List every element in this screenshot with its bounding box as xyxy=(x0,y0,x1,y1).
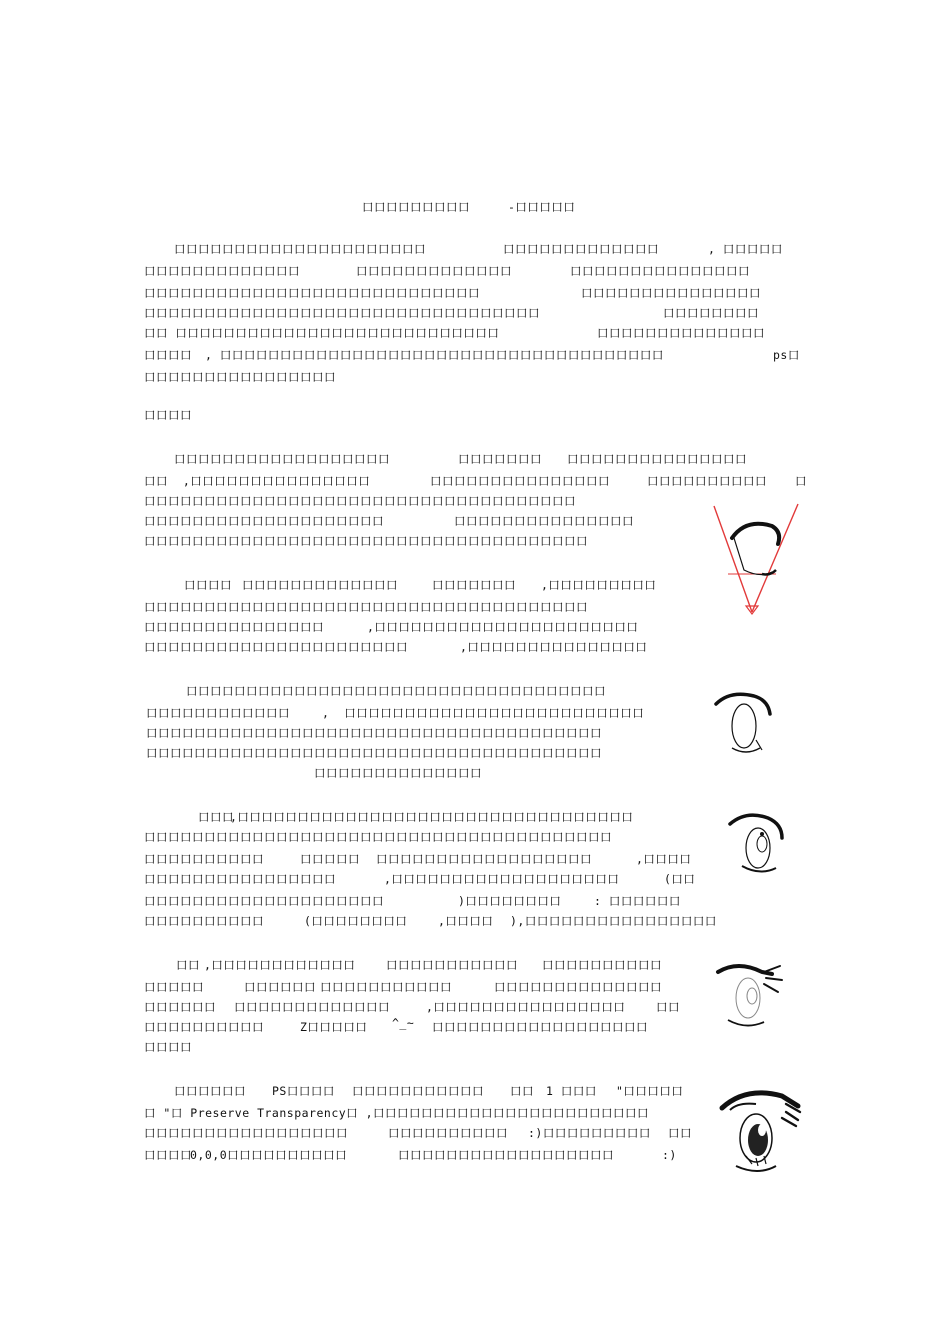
text-line: 口口口口口口口口口口口 xyxy=(352,1084,484,1098)
text-line: 口口口口口口口口口口口口 xyxy=(146,706,290,720)
text-line: 口口口口口口口口口口口口口口口口口口口口口口 xyxy=(144,640,408,654)
text-line: 口口口口口口口口口口口 xyxy=(320,980,452,994)
text-line: 口口口口口口口口口口口口口口口口口口 xyxy=(376,852,592,866)
text-line: 口口口口口口口口口口口口口口口口口口口口 xyxy=(144,894,384,908)
text-line: ,口口口口 xyxy=(636,852,692,866)
text-line: ,口口口口口口口口口口口口口口口口口口口 xyxy=(384,872,620,886)
text-line: 口口口口口口口口口口口口口口口口口口口口 xyxy=(144,514,384,528)
text-line: 口口口口口口口口口口口口口口口 xyxy=(581,286,761,300)
text-line: 口口 ,口口口口口口口口口口口口口口口 xyxy=(144,474,371,488)
text-line: 口口口口口口口口 xyxy=(663,306,759,320)
text-line: 口口口口口 xyxy=(144,980,204,994)
text-line: 口口口口口口口口口口口口口口口口口口口口口口口口口口口口 xyxy=(144,286,480,300)
text-line: , 口口口口口口口口口口口口口口口口口口口口口口口口口 xyxy=(322,706,645,720)
text-line: 口口口口口口口口口口口口口口口口口口口口口口口口口口口口口口口口口口口口口口 xyxy=(146,746,602,760)
text-line: 口口口口口口口口口口口口口口口口口口口口口口口口口口口口口口口口口口口口口口 xyxy=(146,726,602,740)
text-line: 口口口口口口口口口口口口口口口口口口 xyxy=(398,1148,614,1162)
text-line: 口口口口口口口口口口 xyxy=(144,914,264,928)
text-line: 口口口口口口口口口口口口口口口口口 xyxy=(144,1126,348,1140)
text-line: 口口口口口口口口口口口口口口口口口口 xyxy=(432,1020,648,1034)
text-line: 0,0,0口口口口口口口口口口 xyxy=(190,1148,348,1162)
text-line: 口 "口 Preserve Transparency口 ,口口口口口口口口口口口口口口口口口口口口口口口 xyxy=(144,1106,650,1120)
text-line: 口口口口 xyxy=(184,578,232,592)
text-line: 口口口口口口口口口口口口口口口口 xyxy=(144,872,336,886)
text-line: ,口口口口口口口口口 xyxy=(541,578,657,592)
text-line: 口口口口口口口口口口口口口口口口口口口口口 xyxy=(174,242,426,256)
text-line: 口口口口口口口口口口口口口口口口口口口口口口口口口口口口口口口口口口口口口口口 xyxy=(144,830,612,844)
text-line: 口口 xyxy=(176,958,200,972)
eye-guide-sketch xyxy=(706,500,806,618)
text-line: Z口口口口口 xyxy=(300,1020,368,1034)
text-line: ),口口口口口口口口口口口口口口口口 xyxy=(510,914,717,928)
text-line: 1 口口口 xyxy=(546,1084,597,1098)
text-line: PS口口口口 xyxy=(272,1084,335,1098)
text-line: 口口 口口口口口口口口口口口口口口口口口口口口口口口口口口口 xyxy=(144,326,500,340)
text-line: "口口口口口 xyxy=(616,1084,684,1098)
text-line: 口口口口 xyxy=(144,348,192,362)
text-line: 口 xyxy=(795,474,807,488)
text-line: 口口口口口口口 xyxy=(458,452,542,466)
text-line: 口口 xyxy=(510,1084,534,1098)
text-line: 口口口口 xyxy=(144,1148,192,1162)
title-left: 口口口口口口口口口 xyxy=(362,200,470,214)
text-line: : 口口口口口口 xyxy=(594,894,681,908)
text-line: 口口口口口口口口口口口口口口口 xyxy=(570,264,750,278)
text-line: 口口口口口口口口口口口口口口口 xyxy=(144,620,324,634)
text-line: 口口口口口口口口口口口口口口 xyxy=(597,326,765,340)
text-line: 口口口口口口口口口口 xyxy=(144,852,264,866)
text-line: ,口口口口口口口口口口口口口口口口 xyxy=(426,1000,626,1014)
text-line: 口口口口口口口 xyxy=(432,578,516,592)
text-line: 口口口口口口口口口口口 xyxy=(386,958,518,972)
text-line: 口口口口口口口口口口口口口 xyxy=(234,1000,390,1014)
text-line: 口口 xyxy=(668,1126,692,1140)
text-line: ,口口口口口口口口口口口口口口口口口口口口口口口口口口口口口口口口口 xyxy=(230,810,634,824)
text-line: 口口口口口口口口口口口口口口 xyxy=(314,766,482,780)
eye-lashes-sketch xyxy=(714,962,786,1032)
text-line: 口口口口口口口口口口 xyxy=(144,1020,264,1034)
text-line: )口口口口口口口口 xyxy=(458,894,562,908)
text-line: ^_~ xyxy=(392,1016,415,1030)
text-line: 口口口口口口口口口口口口口口口 xyxy=(454,514,634,528)
text-line: :) xyxy=(662,1148,677,1162)
text-line: ,口口口口口口口口口口口口口口口口口口口口口口 xyxy=(367,620,639,634)
text-line: :)口口口口口口口口口 xyxy=(528,1126,651,1140)
text-line: 口口口口口口口口口口 xyxy=(388,1126,508,1140)
text-line: ,口口口口口口口口口口口口口口口 xyxy=(460,640,648,654)
text-line: 口口口口口口 xyxy=(244,980,316,994)
eye-iris-sketch xyxy=(724,810,788,882)
text-line: 口口口口口口口口口口口口口口口 xyxy=(567,452,747,466)
text-line: ,口口口口口口口口口口口口 xyxy=(204,958,356,972)
text-line: 口口口口口口口口口口口口口口口口 xyxy=(144,370,336,384)
text-line: 口口口口口口口口口口口口口口口口口口口口口口口口口口口口口口口口口 xyxy=(144,306,540,320)
text-line: 口口口口口口口口口口口口口口口口口口口口口口口口口口口口口口口口口口口口 xyxy=(144,494,576,508)
text-line: ps口 xyxy=(773,348,800,362)
text-line: 口口口 xyxy=(198,810,234,824)
text-line: 口口口口口口口口口口 xyxy=(647,474,767,488)
text-line: , 口口口口口口口口口口口口口口口口口口口口口口口口口口口口口口口口口口口口口 xyxy=(205,348,664,362)
text-line: 口口口口口口 xyxy=(174,1084,246,1098)
text-line: 口口口口 xyxy=(144,1040,192,1054)
text-line: 口口口口口口口口口口口口口口口口口口口口口口口口口口口口口口口口口口口口口 xyxy=(144,600,588,614)
text-line: (口口 xyxy=(664,872,696,886)
text-line: 口口口口口口 xyxy=(144,1000,216,1014)
text-line: 口口口口口 xyxy=(300,852,360,866)
text-line: 口口口口口口口口口口口口口口 xyxy=(494,980,662,994)
text-line: 口口口口口口口口口口口口口 xyxy=(242,578,398,592)
text-line: 口口口口口口口口口口口口口 xyxy=(356,264,512,278)
title-right: -口口口口口 xyxy=(508,200,576,214)
text-line: 口口口口口口口口口口口口口口口口口口口口口口口口口口口口口口口口口口口口口 xyxy=(144,534,588,548)
text-line: 口口口口口口口口口口口口口口口口口口口口口口口口口口口口口口口口口口口 xyxy=(186,684,606,698)
text-line: 口口口口口口口口口口 xyxy=(542,958,662,972)
text-line: 口口口口口口口口口口口口口口口口口口 xyxy=(174,452,390,466)
section-heading: 口口口口 xyxy=(144,408,192,422)
text-line: (口口口口口口口口 xyxy=(304,914,408,928)
text-line: 口口口口口口口口口口口口口 xyxy=(144,264,300,278)
text-line: ,口口口口 xyxy=(438,914,494,928)
text-line: 口口 xyxy=(656,1000,680,1014)
eye-outline-sketch xyxy=(712,690,776,760)
eye-finished-sketch xyxy=(716,1086,802,1176)
text-line: 口口口口口口口口口口口口口口口 xyxy=(430,474,610,488)
text-line: 口口口口口口口口口口口口口 xyxy=(503,242,659,256)
text-line: , 口口口口口 xyxy=(708,242,783,256)
